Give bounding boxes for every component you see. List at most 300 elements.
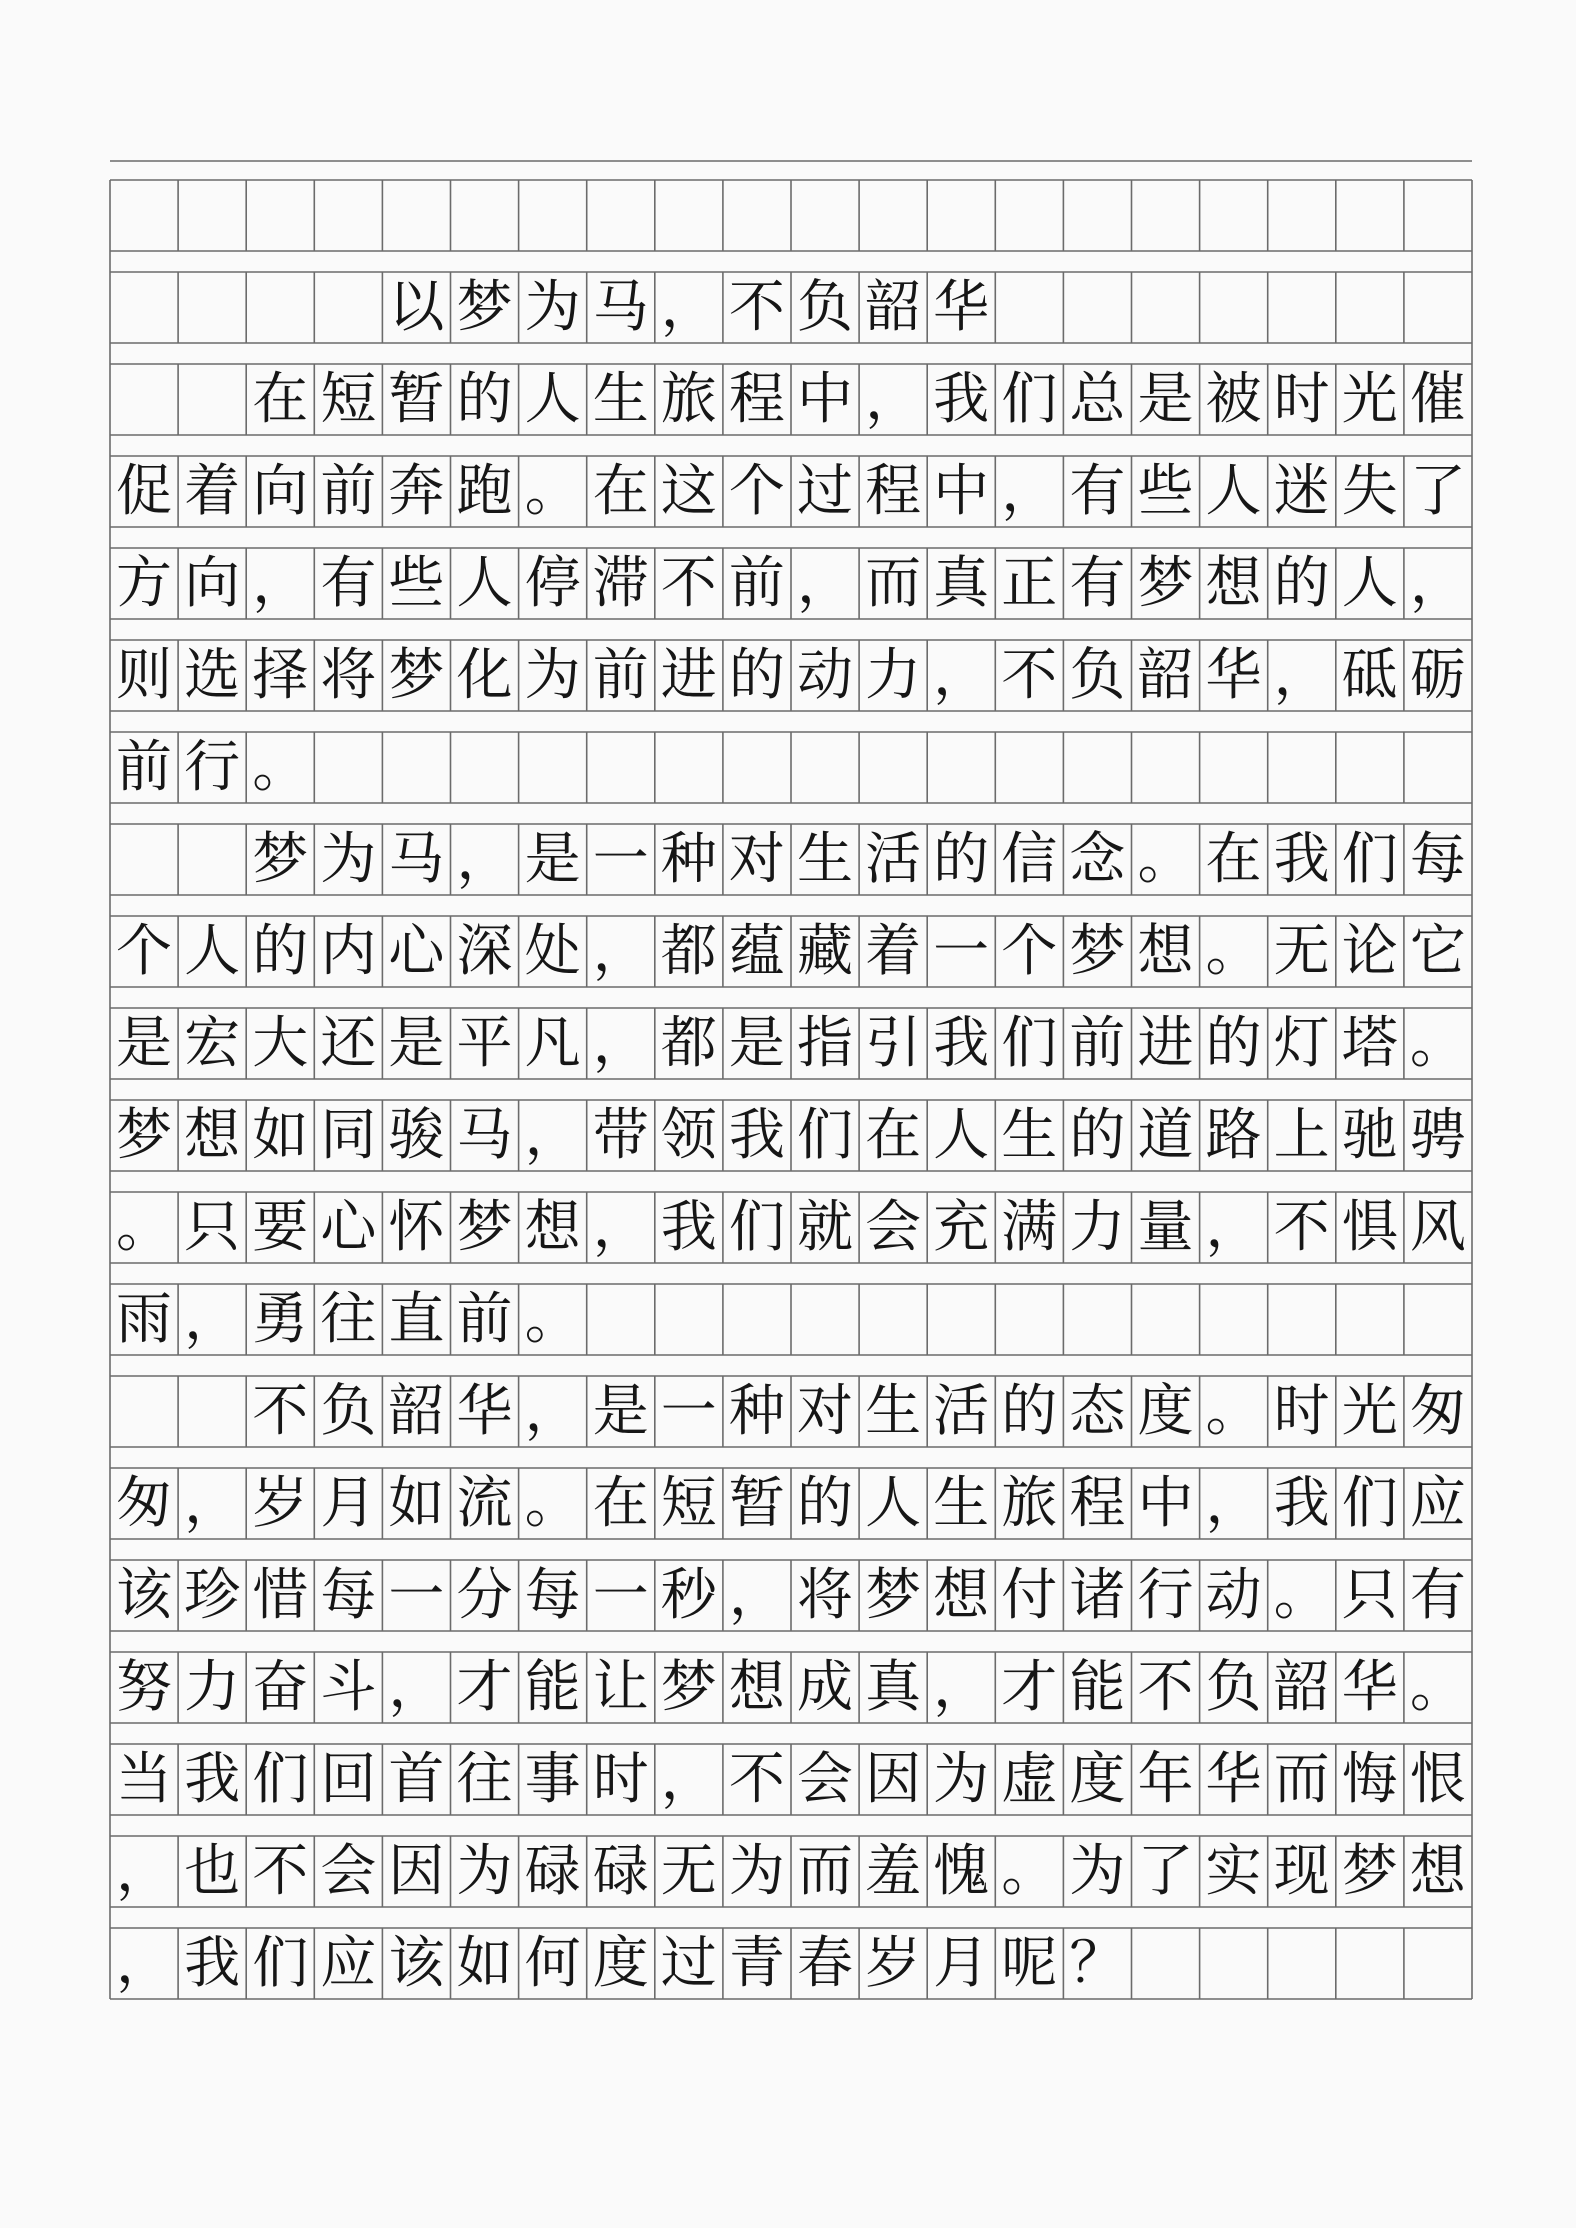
grid-cell: 跑	[456, 458, 513, 524]
grid-cell: 们	[1341, 826, 1398, 892]
grid-cell: 在	[252, 366, 309, 432]
essay-line	[110, 1836, 1472, 1907]
grid-cell: 的	[1205, 1010, 1262, 1076]
grid-cell: 想	[1205, 550, 1262, 616]
grid-cell: 短	[320, 366, 377, 432]
grid-cell: 被	[1205, 366, 1262, 432]
grid-cell: 如	[456, 1930, 513, 1996]
grid-cell: 负	[1069, 642, 1126, 708]
grid-cell: 充	[933, 1194, 990, 1260]
grid-cell: 不	[252, 1378, 309, 1444]
grid-cell: 负	[1205, 1654, 1262, 1720]
grid-cell: 。	[1001, 1838, 1058, 1904]
grid-cell: 择	[252, 642, 309, 708]
grid-cell: 们	[252, 1746, 309, 1812]
grid-cell: 度	[592, 1930, 649, 1996]
essay-line	[110, 1468, 1472, 1539]
essay-line	[110, 456, 1472, 527]
grid-cell: 们	[796, 1102, 853, 1168]
grid-cell: ，	[116, 1838, 173, 1904]
grid-cell: 凡	[524, 1010, 581, 1076]
grid-cell: 想	[524, 1194, 581, 1260]
grid-cell: 华	[1341, 1654, 1398, 1720]
grid-cell: 停	[524, 550, 581, 616]
grid-cell: 的	[728, 642, 785, 708]
grid-cell: 满	[1001, 1194, 1058, 1260]
essay-line	[110, 1376, 1472, 1447]
grid-cell: 前	[320, 458, 377, 524]
grid-cell: 人	[1205, 458, 1262, 524]
grid-cell: 程	[1069, 1470, 1126, 1536]
grid-cell: 论	[1341, 918, 1398, 984]
grid-cell: 正	[1001, 550, 1058, 616]
grid-cell: 为	[524, 274, 581, 340]
grid-cell: 种	[728, 1378, 785, 1444]
grid-cell: 力	[865, 642, 922, 708]
grid-cell: 不	[728, 274, 785, 340]
grid-cell: ，	[1001, 458, 1058, 524]
grid-cell: 雨	[116, 1286, 173, 1352]
grid-cell: 有	[1409, 1562, 1466, 1628]
grid-cell: 该	[388, 1930, 445, 1996]
grid-cell: 。	[1409, 1654, 1466, 1720]
grid-cell: 让	[592, 1654, 649, 1720]
grid-cell: 如	[388, 1470, 445, 1536]
grid-cell: 生	[1001, 1102, 1058, 1168]
grid-cell: 而	[865, 550, 922, 616]
grid-cell: ，	[456, 826, 513, 892]
grid-cell: 人	[933, 1102, 990, 1168]
grid-cell: ？	[1069, 1930, 1126, 1996]
grid-cell: 不	[728, 1746, 785, 1812]
grid-cell: 春	[796, 1930, 853, 1996]
grid-cell: 惧	[1341, 1194, 1398, 1260]
grid-cell: 勇	[252, 1286, 309, 1352]
grid-cell: 骏	[388, 1102, 445, 1168]
grid-cell: 梦	[1341, 1838, 1398, 1904]
grid-cell: ，	[592, 1010, 649, 1076]
grid-cell: 。	[524, 1470, 581, 1536]
grid-cell: 人	[184, 918, 241, 984]
grid-cell: 韶	[1137, 642, 1194, 708]
grid-cell: 一	[592, 826, 649, 892]
grid-cell: 韶	[388, 1378, 445, 1444]
grid-cell: 不	[1001, 642, 1058, 708]
grid-cell: 的	[933, 826, 990, 892]
grid-cell: 负	[796, 274, 853, 340]
grid-cell: 首	[388, 1746, 445, 1812]
grid-cell: 则	[116, 642, 173, 708]
grid-cell: 我	[1273, 1470, 1330, 1536]
grid-cell: 流	[456, 1470, 513, 1536]
grid-cell: 前	[728, 550, 785, 616]
grid-cell: 滞	[592, 550, 649, 616]
grid-cell: 虚	[1001, 1746, 1058, 1812]
grid-cell: 动	[1205, 1562, 1262, 1628]
grid-cell: 着	[184, 458, 241, 524]
grid-cell: 带	[592, 1102, 649, 1168]
grid-cell: ，	[1409, 550, 1466, 616]
grid-cell: 回	[320, 1746, 377, 1812]
grid-cell: 。	[1205, 918, 1262, 984]
grid-cell: 道	[1137, 1102, 1194, 1168]
grid-cell: 同	[320, 1102, 377, 1168]
grid-cell: 了	[1409, 458, 1466, 524]
grid-cell: 蕴	[728, 918, 785, 984]
grid-cell: 处	[524, 918, 581, 984]
grid-cell: 有	[320, 550, 377, 616]
grid-cell: 奋	[252, 1654, 309, 1720]
grid-cell: 的	[252, 918, 309, 984]
grid-cell: ，	[388, 1654, 445, 1720]
grid-cell: 诸	[1069, 1562, 1126, 1628]
grid-cell: 而	[796, 1838, 853, 1904]
grid-cell: ，	[660, 1746, 717, 1812]
grid-cell: 光	[1341, 1378, 1398, 1444]
grid-cell: 上	[1273, 1102, 1330, 1168]
grid-cell: 月	[320, 1470, 377, 1536]
grid-cell: 梦	[252, 826, 309, 892]
grid-cell: 们	[728, 1194, 785, 1260]
grid-cell: 为	[1069, 1838, 1126, 1904]
grid-cell: 为	[933, 1746, 990, 1812]
grid-cell: 风	[1409, 1194, 1466, 1260]
grid-cell: 想	[933, 1562, 990, 1628]
grid-cell: 负	[320, 1378, 377, 1444]
grid-cell: 暂	[388, 366, 445, 432]
grid-cell: 些	[1137, 458, 1194, 524]
grid-cell: 真	[933, 550, 990, 616]
grid-cell: 梦	[456, 1194, 513, 1260]
grid-cell: 青	[728, 1930, 785, 1996]
grid-cell: 我	[184, 1746, 241, 1812]
grid-cell: 个	[116, 918, 173, 984]
grid-cell: 们	[1001, 1010, 1058, 1076]
grid-cell: 信	[1001, 826, 1058, 892]
grid-cell: 前	[116, 734, 173, 800]
grid-cell: 往	[456, 1746, 513, 1812]
grid-cell: 塔	[1341, 1010, 1398, 1076]
grid-cell: 我	[933, 366, 990, 432]
grid-cell: 羞	[865, 1838, 922, 1904]
grid-cell: 每	[1409, 826, 1466, 892]
grid-cell: 这	[660, 458, 717, 524]
grid-cell: 奔	[388, 458, 445, 524]
grid-cell: 程	[865, 458, 922, 524]
grid-cell: 度	[1069, 1746, 1126, 1812]
grid-cell: ，	[184, 1470, 241, 1536]
grid-cell: ，	[592, 1194, 649, 1260]
grid-cell: 梦	[865, 1562, 922, 1628]
grid-cell: 们	[1341, 1470, 1398, 1536]
essay-line	[110, 824, 1472, 895]
grid-cell: 失	[1341, 458, 1398, 524]
grid-cell: 总	[1069, 366, 1126, 432]
grid-cell: 在	[592, 1470, 649, 1536]
grid-cell: 在	[865, 1102, 922, 1168]
grid-cell: 一	[388, 1562, 445, 1628]
grid-cell: 心	[320, 1194, 377, 1260]
grid-cell: 是	[728, 1010, 785, 1076]
grid-cell: 迷	[1273, 458, 1330, 524]
grid-cell: 岁	[252, 1470, 309, 1536]
grid-cell: 碌	[592, 1838, 649, 1904]
grid-cell: 是	[388, 1010, 445, 1076]
grid-cell: 一	[592, 1562, 649, 1628]
grid-cell: 为	[728, 1838, 785, 1904]
grid-cell: 为	[320, 826, 377, 892]
grid-cell: 人	[456, 550, 513, 616]
grid-cell: 现	[1273, 1838, 1330, 1904]
grid-cell: 内	[320, 918, 377, 984]
grid-cell: 。	[1409, 1010, 1466, 1076]
grid-cell: 会	[865, 1194, 922, 1260]
grid-cell: 路	[1205, 1102, 1262, 1168]
essay-line	[110, 180, 1472, 251]
grid-cell: 对	[728, 826, 785, 892]
grid-cell: 。	[1205, 1378, 1262, 1444]
grid-cell: 每	[320, 1562, 377, 1628]
grid-cell: 匆	[116, 1470, 173, 1536]
grid-cell: 动	[796, 642, 853, 708]
grid-cell: 生	[796, 826, 853, 892]
grid-cell: 华	[456, 1378, 513, 1444]
grid-cell: 些	[388, 550, 445, 616]
grid-cell: 华	[1205, 642, 1262, 708]
grid-cell: 的	[796, 1470, 853, 1536]
grid-cell: 种	[660, 826, 717, 892]
grid-cell: 想	[1137, 918, 1194, 984]
grid-cell: 前	[1069, 1010, 1126, 1076]
grid-cell: 催	[1409, 366, 1466, 432]
grid-cell: 还	[320, 1010, 377, 1076]
grid-cell: 的	[1273, 550, 1330, 616]
grid-cell: 旅	[1001, 1470, 1058, 1536]
grid-cell: 的	[1069, 1102, 1126, 1168]
grid-cell: 而	[1273, 1746, 1330, 1812]
grid-cell: 前	[456, 1286, 513, 1352]
grid-cell: 直	[388, 1286, 445, 1352]
grid-cell: 活	[933, 1378, 990, 1444]
grid-cell: 无	[1273, 918, 1330, 984]
essay-line	[110, 640, 1472, 711]
grid-cell: 成	[796, 1654, 853, 1720]
grid-cell: 了	[1137, 1838, 1194, 1904]
grid-cell: 时	[1273, 1378, 1330, 1444]
grid-cell: 恨	[1409, 1746, 1466, 1812]
grid-cell: 我	[728, 1102, 785, 1168]
essay-line	[110, 1284, 1472, 1355]
grid-cell: 一	[933, 918, 990, 984]
grid-cell: 的	[1001, 1378, 1058, 1444]
grid-cell: 愧	[933, 1838, 990, 1904]
grid-cell: 应	[320, 1930, 377, 1996]
grid-cell: 个	[728, 458, 785, 524]
grid-cell: 匆	[1409, 1378, 1466, 1444]
grid-cell: 秒	[660, 1562, 717, 1628]
essay-line	[110, 1652, 1472, 1723]
grid-cell: 化	[456, 642, 513, 708]
grid-cell: 是	[1137, 366, 1194, 432]
grid-cell: 也	[184, 1838, 241, 1904]
grid-cell: 梦	[1069, 918, 1126, 984]
grid-cell: 是	[524, 826, 581, 892]
essay-line	[110, 1100, 1472, 1171]
grid-cell: 选	[184, 642, 241, 708]
grid-cell: 马	[456, 1102, 513, 1168]
grid-cell: 无	[660, 1838, 717, 1904]
grid-cell: 呢	[1001, 1930, 1058, 1996]
grid-cell: 人	[1341, 550, 1398, 616]
grid-cell: 就	[796, 1194, 853, 1260]
grid-cell: 向	[252, 458, 309, 524]
grid-cell: 力	[184, 1654, 241, 1720]
essay-line	[110, 1560, 1472, 1631]
grid-cell: 韶	[865, 274, 922, 340]
grid-cell: 事	[524, 1746, 581, 1812]
essay-line	[110, 732, 1472, 803]
grid-cell: 岁	[865, 1930, 922, 1996]
grid-cell: 。	[524, 458, 581, 524]
grid-cell: 才	[1001, 1654, 1058, 1720]
grid-cell: 想	[1409, 1838, 1466, 1904]
grid-cell: 力	[1069, 1194, 1126, 1260]
grid-cell: 。	[1137, 826, 1194, 892]
grid-cell: 只	[184, 1194, 241, 1260]
grid-cell: 一	[660, 1378, 717, 1444]
grid-cell: 当	[116, 1746, 173, 1812]
grid-cell: 该	[116, 1562, 173, 1628]
grid-cell: 年	[1137, 1746, 1194, 1812]
grid-cell: 着	[865, 918, 922, 984]
grid-cell: 它	[1409, 918, 1466, 984]
grid-cell: 促	[116, 458, 173, 524]
grid-cell: 只	[1341, 1562, 1398, 1628]
grid-cell: 深	[456, 918, 513, 984]
grid-cell: 都	[660, 918, 717, 984]
grid-cell: 马	[388, 826, 445, 892]
essay-line	[110, 1744, 1472, 1815]
essay-line	[110, 1928, 1472, 1999]
grid-cell: ，	[524, 1102, 581, 1168]
grid-cell: 应	[1409, 1470, 1466, 1536]
grid-cell: 梦	[456, 274, 513, 340]
grid-cell: 宏	[184, 1010, 241, 1076]
grid-cell: 为	[456, 1838, 513, 1904]
grid-cell: 能	[524, 1654, 581, 1720]
grid-cell: 因	[865, 1746, 922, 1812]
grid-cell: 会	[796, 1746, 853, 1812]
grid-cell: 都	[660, 1010, 717, 1076]
grid-cell: 在	[592, 458, 649, 524]
grid-cell: 短	[660, 1470, 717, 1536]
grid-cell: 不	[1273, 1194, 1330, 1260]
grid-cell: 往	[320, 1286, 377, 1352]
grid-cell: 藏	[796, 918, 853, 984]
grid-cell: ，	[660, 274, 717, 340]
grid-cell: 对	[796, 1378, 853, 1444]
grid-cell: 人	[865, 1470, 922, 1536]
essay-line	[110, 1008, 1472, 1079]
grid-cell: 我	[184, 1930, 241, 1996]
grid-cell: ，	[796, 550, 853, 616]
grid-cell: 怀	[388, 1194, 445, 1260]
grid-cell: 才	[456, 1654, 513, 1720]
grid-cell: 引	[865, 1010, 922, 1076]
grid-cell: 进	[1137, 1010, 1194, 1076]
grid-cell: 华	[1205, 1746, 1262, 1812]
grid-cell: 要	[252, 1194, 309, 1260]
grid-cell: 想	[728, 1654, 785, 1720]
grid-cell: 不	[1137, 1654, 1194, 1720]
grid-cell: 程	[728, 366, 785, 432]
grid-cell: 梦	[1137, 550, 1194, 616]
grid-cell: 付	[1001, 1562, 1058, 1628]
grid-cell: 我	[933, 1010, 990, 1076]
grid-cell: 将	[320, 642, 377, 708]
essay-line	[110, 548, 1472, 619]
grid-cell: 们	[252, 1930, 309, 1996]
grid-cell: 斗	[320, 1654, 377, 1720]
grid-cell: ，	[116, 1930, 173, 1996]
grid-cell: 进	[660, 642, 717, 708]
grid-cell: 时	[592, 1746, 649, 1812]
grid-cell: 梦	[388, 642, 445, 708]
grid-cell: 态	[1069, 1378, 1126, 1444]
grid-cell: 过	[796, 458, 853, 524]
grid-cell: 如	[252, 1102, 309, 1168]
grid-cell: 能	[1069, 1654, 1126, 1720]
grid-cell: 我	[1273, 826, 1330, 892]
grid-cell: 灯	[1273, 1010, 1330, 1076]
grid-cell: ，	[592, 918, 649, 984]
grid-cell: 人	[524, 366, 581, 432]
grid-cell: ，	[1205, 1194, 1262, 1260]
grid-cell: 梦	[116, 1102, 173, 1168]
grid-cell: ，	[1205, 1470, 1262, 1536]
grid-cell: 是	[592, 1378, 649, 1444]
grid-cell: 在	[1205, 826, 1262, 892]
grid-cell: 月	[933, 1930, 990, 1996]
grid-cell: 为	[524, 642, 581, 708]
grid-cell: 不	[660, 550, 717, 616]
grid-cell: 。	[252, 734, 309, 800]
grid-cell: 前	[592, 642, 649, 708]
grid-cell: 想	[184, 1102, 241, 1168]
grid-cell: 悔	[1341, 1746, 1398, 1812]
grid-cell: 们	[1001, 366, 1058, 432]
grid-cell: 分	[456, 1562, 513, 1628]
grid-cell: 度	[1137, 1378, 1194, 1444]
grid-cell: 有	[1069, 458, 1126, 524]
grid-cell: 每	[524, 1562, 581, 1628]
grid-cell: 心	[388, 918, 445, 984]
grid-cell: 珍	[184, 1562, 241, 1628]
grid-cell: 。	[524, 1286, 581, 1352]
grid-cell: 的	[456, 366, 513, 432]
grid-cell: 中	[796, 366, 853, 432]
grid-cell: ，	[865, 366, 922, 432]
grid-cell: 量	[1137, 1194, 1194, 1260]
grid-cell: 旅	[660, 366, 717, 432]
essay-title-row	[110, 272, 1472, 343]
grid-cell: 将	[796, 1562, 853, 1628]
grid-cell: 向	[184, 550, 241, 616]
grid-cell: 真	[865, 1654, 922, 1720]
grid-cell: 我	[660, 1194, 717, 1260]
grid-cell: 是	[116, 1010, 173, 1076]
grid-cell: 惜	[252, 1562, 309, 1628]
